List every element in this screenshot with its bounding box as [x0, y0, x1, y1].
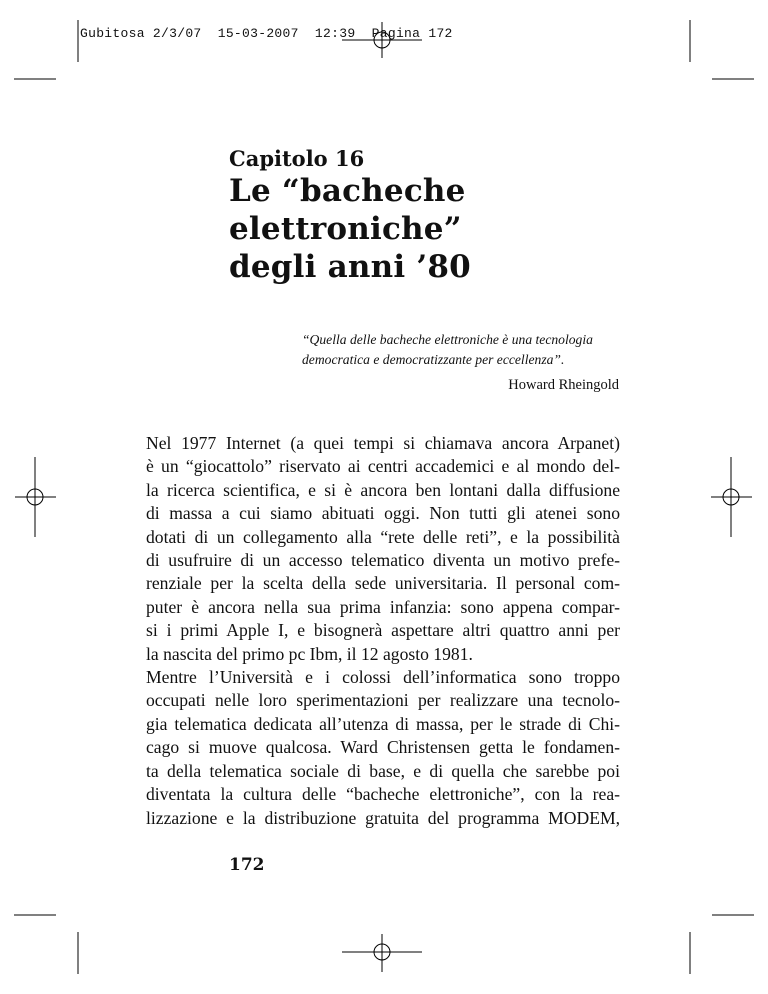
epigraph-author: Howard Rheingold — [508, 377, 619, 393]
body-line: cago si muove qualcosa. Ward Christensen getta le fondamen- — [146, 737, 620, 758]
epigraph-quote — [302, 330, 620, 370]
body-line: dotati di un collegamento alla “rete delle reti”, e la possibilità — [146, 526, 620, 547]
body-line: di massa a cui siamo abituati oggi. Non tutti gli atenei sono — [146, 503, 620, 524]
body-line: di usufruire di un accesso telematico diventa un motivo prefe- — [146, 550, 620, 571]
body-line: Mentre l’Università e i colossi dell’informatica sono troppo — [146, 667, 620, 688]
chapter-title — [229, 172, 471, 286]
body-text — [146, 432, 620, 830]
body-line: Nel 1977 Internet (a quei tempi si chiamava ancora Arpanet) — [146, 433, 620, 453]
chapter-title-line: elettroniche” — [229, 211, 462, 247]
body-line: la ricerca scientifica, e si è ancora ben lontani dalla diffusione — [146, 479, 620, 500]
body-line: si i primi Apple I, e bisognerà aspettare altri quattro anni per — [146, 620, 620, 641]
chapter-label: Capitolo 16 — [229, 146, 365, 171]
chapter-title-line: Le “bacheche — [229, 173, 466, 209]
printer-slug: Gubitosa 2/3/07 15-03-2007 12:39 Pagina 172 — [80, 26, 453, 41]
body-line: diventata la cultura delle “bacheche elettroniche”, con la rea- — [146, 784, 620, 805]
body-line: la nascita del primo pc Ibm, il 12 agosto 1981. — [146, 643, 473, 664]
registration-target-bottom — [342, 934, 422, 972]
body-line: gia telematica dedicata all’utenza di massa, per le strade di Chi- — [146, 713, 620, 734]
body-line: renziale per la scelta della sede universitaria. Il personal com- — [146, 573, 620, 594]
page-number: 172 — [229, 855, 265, 875]
registration-target-right — [711, 457, 752, 537]
registration-target-left — [15, 457, 56, 537]
epigraph-line: democratica e democratizzante per eccellenza”. — [302, 352, 565, 367]
body-line: puter è ancora nella sua prima infanzia: sono appena compar- — [146, 596, 620, 617]
body-line: è un “giocattolo” riservato ai centri accademici e al mondo del- — [146, 456, 620, 477]
body-line: lizzazione e la distribuzione gratuita del programma MODEM, — [146, 807, 620, 828]
body-line: ta della telematica sociale di base, e di quella che sarebbe poi — [146, 760, 620, 781]
chapter-title-line: degli anni ’80 — [229, 249, 471, 285]
epigraph-line: “Quella delle bacheche elettroniche è una tecnologia — [302, 332, 593, 347]
body-line: occupati nelle loro sperimentazioni per realizzare una tecnolo- — [146, 690, 620, 711]
